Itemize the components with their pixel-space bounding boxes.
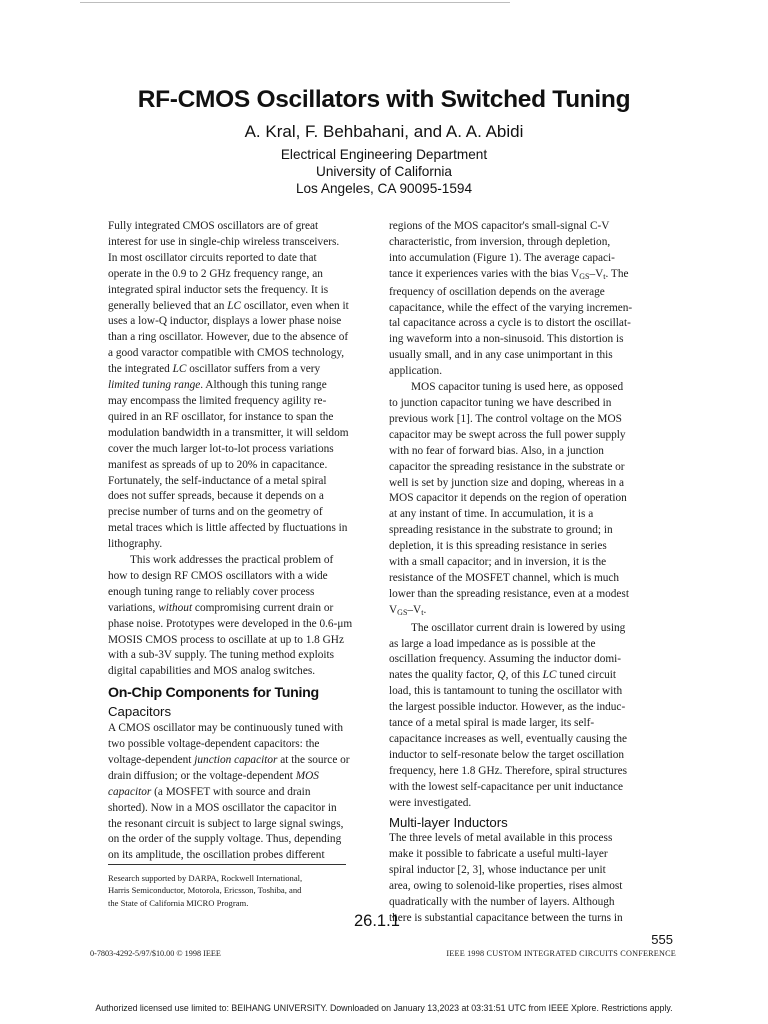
affiliation-address: Los Angeles, CA 90095-1594 — [295, 181, 473, 196]
conference-name: IEEE 1998 CUSTOM INTEGRATED CIRCUITS CONFERENCE — [446, 949, 676, 958]
paragraph-intro: Fully integrated CMOS oscillators are of great interest for use in single-chip wireless transceivers. In most oscillator circuits reported to date that operate in the 0.9 to 2 GHz frequency range, an integrated spiral inductor sets the frequency. It is generally believed that an LC oscillator, even when it uses a low-Q inductor, displays a lower phase noise than a ring oscillator. However, due to the absence of a good varactor compatible with CMOS technology, the integrated LC oscillator suffers from a very limited tuning range. Although this tuning range may encompass the limited frequency agility re- quired in an RF oscillator, for instance to span the modulation bandwidth in a transmitter, it will seldom cover the much larger lot-to-lot process variations manifest as spreads of up to 20% in capacitance. Fortunately, the self-inductance of a metal spiral does not suffer spreads, because it depends on a precise number of turns and on the geometry of metal traces which is little affected by fluctuations in lithography. — [108, 220, 349, 551]
affiliation-university: University of California — [316, 164, 452, 179]
paragraph-this-work: This work addresses the practical problem of how to design RF CMOS oscillators with a wide enough tuning range to reliably cover process variations, without compromising current drain or phase noise. Prototypes were developed in the 0.6-μm MOSIS CMOS process to oscillate at up to 1.8 GHz with a sub-3V supply. The tuning method exploits digital capabilities and MOS analog switches. — [108, 554, 353, 678]
section-code: 26.1.1 — [354, 912, 400, 930]
right-column — [389, 219, 659, 927]
isbn-copyright: 0-7803-4292-5/97/$10.00 © 1998 IEEE — [90, 949, 221, 958]
license-notice: Authorized licensed use limited to: BEIHANG UNIVERSITY. Downloaded on January 13,2023 at 03:31:51 UTC from IEEE Xplore. Restrictions apply. — [95, 1003, 673, 1013]
subsection-heading-capacitors: Capacitors — [108, 704, 172, 720]
paper-title: RF-CMOS Oscillators with Switched Tuning — [137, 86, 631, 113]
top-rule — [80, 2, 510, 3]
page-number: 555 — [651, 932, 673, 947]
section-heading: On-Chip Components for Tuning — [108, 685, 319, 702]
paragraph-capacitors: A CMOS oscillator may be continuously tuned with two possible voltage-dependent capacitors: the voltage-dependent junction capacitor at the source or drain diffusion; or the voltage-dependent MOS capacitor (a MOSFET with source and drain shorted). Now in a MOS oscillator the capacitor in the resonant circuit is subject to large signal swings, on the order of the supply voltage. Thus, depending on its amplitude, the oscillation probes different — [108, 722, 350, 862]
paper-authors: A. Kral, F. Behbahani, and A. A. Abidi — [244, 122, 524, 141]
paragraph-multilayer: The three levels of metal available in this process make it possible to fabricate a useful multi-layer spiral inductor [2, 3], whose inductance per unit area, owing to solenoid-like properties, rises almost quadratically with the number of layers. Although there is substantial capacitance between the turns in — [389, 832, 623, 924]
footnote-rule — [108, 864, 346, 865]
footnote-funding: Research supported by DARPA, Rockwell International, Harris Semiconductor, Motorola, Ericsson, Toshiba, and the State of California MICRO Program. — [108, 873, 303, 908]
paragraph-mos-tuning: MOS capacitor tuning is used here, as opposed to junction capacitor tuning we have described in previous work [1]. The control voltage on the MOS capacitor may be swept across the full power supply with no fear of forward bias. Also, in a junction capacitor the spreading resistance in the substrate or well is set by junction size and doping, whereas in a MOS capacitor it depends on the region of operation at any instant of time. In accumulation, it is a spreading resistance in the substrate to ground; in depletion, it is this spreading resistance in series with a small capacitor; and in inversion, it is the resistance of the MOSFET channel, which is much lower than the spreading resistance, even at a modest $V_{GS}-V_t$. — [389, 381, 629, 617]
left-column — [108, 219, 378, 864]
paragraph-current-drain: The oscillator current drain is lowered by using as large a load impedance as is possible at the oscillation frequency. Assuming the inductor domi- nates the quality factor, Q, of this LC tuned circuit load, this is tantamount to tuning the oscillator with the largest possible inductor. However, as the induc- tance of a metal spiral is made larger, its self- capacitance increases as well, eventually causing the inductor to self-resonate below the target oscillation frequency, here 1.8 GHz. Therefore, spiral structures with the lowest self-capacitance per unit inductance were investigated. — [389, 621, 628, 809]
affiliation-department: Electrical Engineering Department — [280, 147, 488, 162]
subsection-heading-inductors: Multi-layer Inductors — [389, 814, 508, 830]
paragraph-cv-characteristic: regions of the MOS capacitor's small-signal C-V characteristic, from inversion, through depletion, into accumulation (Figure 1). The average capaci- tance it experiences varies with the bias $V_{GS}-V_t$. The frequency of oscillation depends on the average capacitance, while the effect of the varying incremen- tal capacitance across a cycle is to distort the oscillat- ing waveform into a non-sinusoid. This distortion is usually small, and in any case unimportant in this application. — [389, 220, 633, 378]
